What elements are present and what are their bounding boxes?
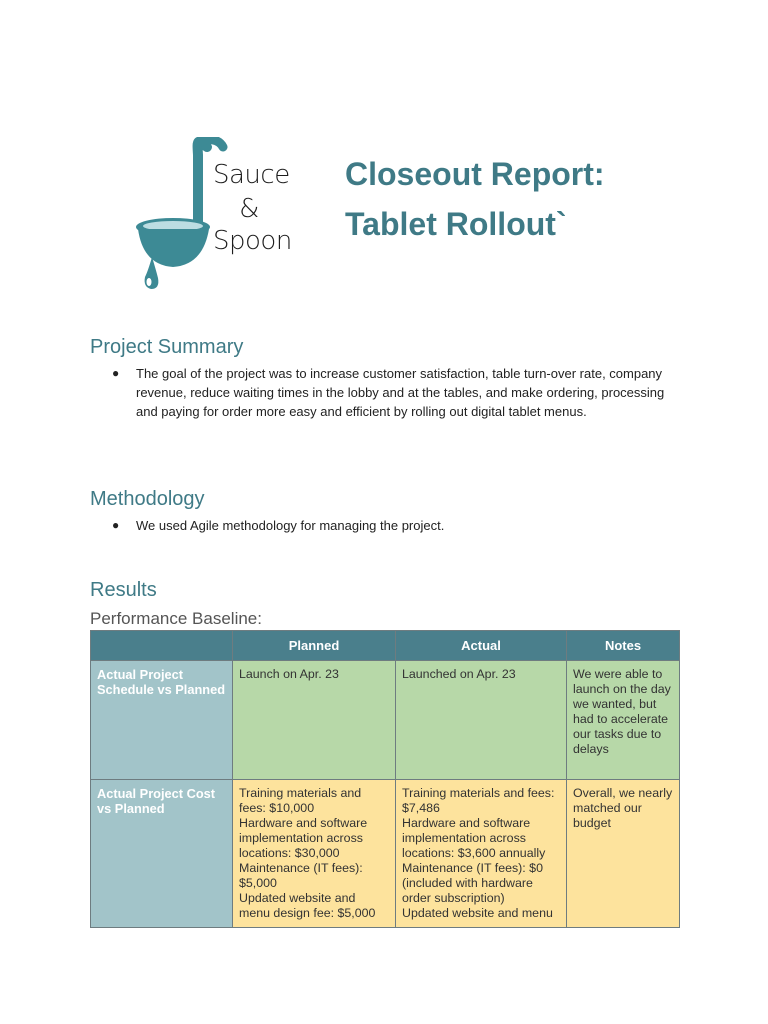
- document-title-line2: Tablet Rollout`: [345, 206, 567, 242]
- document-title-line1: Closeout Report:: [345, 156, 605, 192]
- table-row-cost: [91, 780, 680, 928]
- cell-actual: Training materials and fees: $7,486 Hardware and software implementation across locations: $3,600 annually Maintenance (IT fees): $0 (included with hardware order subscription) Updated website and menu: [396, 780, 567, 928]
- results-heading: Results: [90, 579, 157, 601]
- project-summary-text: The goal of the project was to increase customer satisfaction, table turn-over rate, company revenue, reduce waiting times in the lobby and at the tables, and make ordering, processing and paying for order more easy and efficient by rolling out digital tablet menus.: [136, 366, 665, 419]
- logo-word-sauce: Sauce: [213, 160, 290, 190]
- row-label: Actual Project Schedule vs Planned: [91, 661, 233, 780]
- cell-actual: Launched on Apr. 23: [396, 661, 567, 780]
- header-notes: Notes: [567, 631, 680, 661]
- header-actual: Actual: [396, 631, 567, 661]
- table-row-schedule: [91, 661, 680, 780]
- company-logo: [135, 137, 292, 295]
- logo-ampersand: &: [239, 194, 259, 224]
- header-planned: Planned: [233, 631, 396, 661]
- logo-word-spoon: Spoon: [213, 226, 292, 256]
- table-header-row: [91, 631, 680, 661]
- bullet-icon: ●: [112, 366, 120, 380]
- performance-baseline-subheading: Performance Baseline:: [90, 609, 262, 628]
- bullet-icon: ●: [112, 518, 120, 532]
- methodology-heading: Methodology: [90, 488, 205, 510]
- project-summary-heading: Project Summary: [90, 336, 244, 358]
- cell-notes: Overall, we nearly matched our budget: [567, 780, 680, 928]
- cell-notes: We were able to launch on the day we wanted, but had to accelerate our tasks due to delays: [567, 661, 680, 780]
- performance-baseline-table: [90, 630, 680, 928]
- methodology-text: We used Agile methodology for managing the project.: [136, 518, 445, 533]
- cell-planned: Launch on Apr. 23: [233, 661, 396, 780]
- cell-planned: Training materials and fees: $10,000 Hardware and software implementation across locations: $30,000 Maintenance (IT fees): $5,000 Updated website and menu design fee: $5,000: [233, 780, 396, 928]
- header-empty: [91, 631, 233, 661]
- row-label: Actual Project Cost vs Planned: [91, 780, 233, 928]
